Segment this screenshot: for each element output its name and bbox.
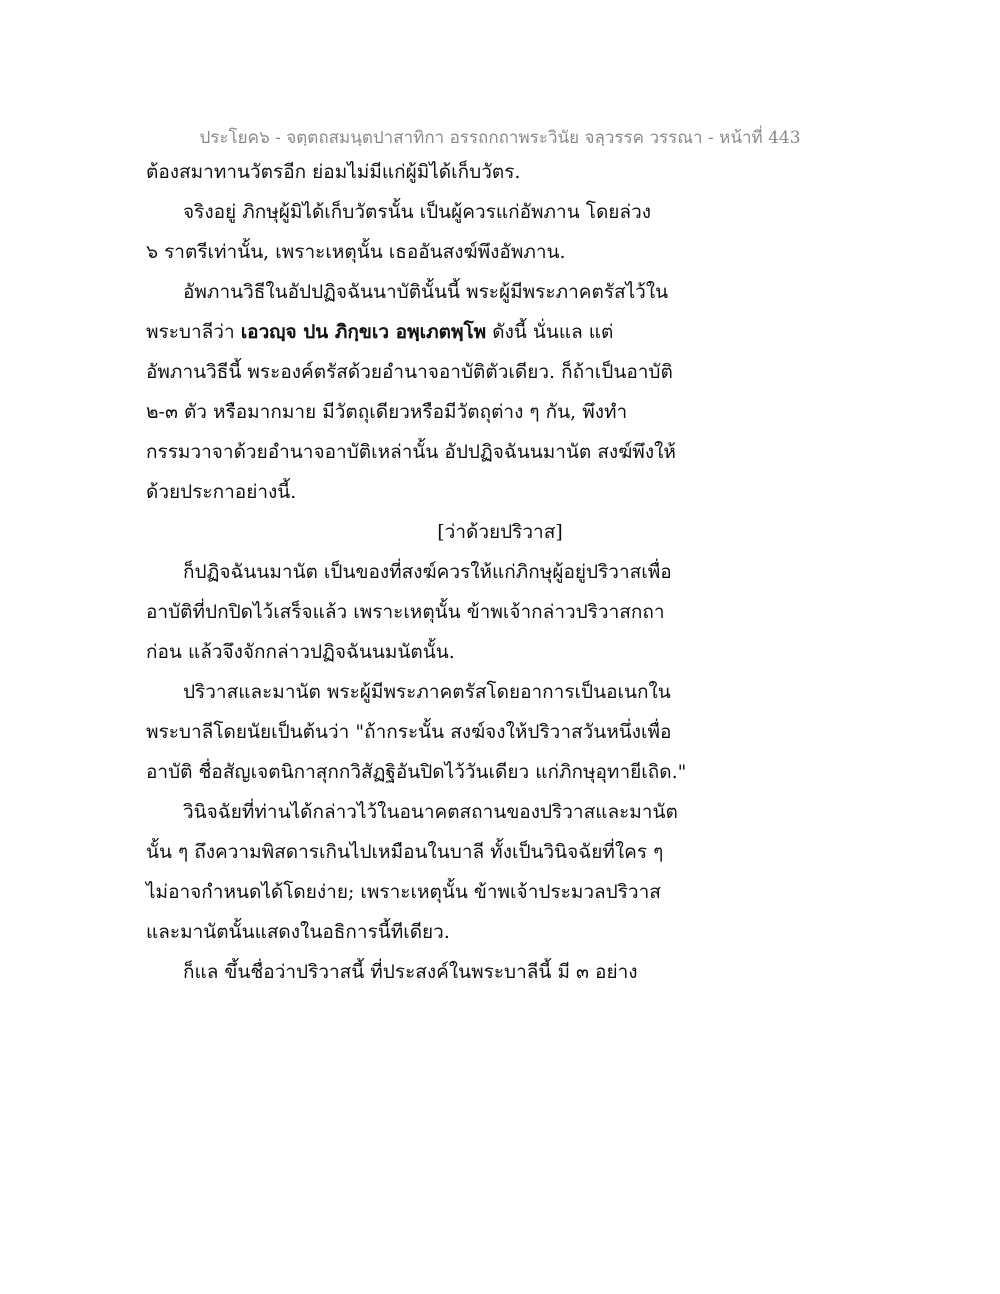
text-line-12: ก่อน แล้วจึงจักกล่าวปฏิจฉันนมนัตนั้น.	[146, 641, 455, 663]
section-title: [ว่าด้วยปริวาส]	[437, 521, 563, 543]
text-line-11: อาบัติที่ปกปิดไว้เสร็จแล้ว เพราะเหตุนั้น ข้าพเจ้ากล่าวปริวาสกถา	[146, 601, 665, 623]
text-line-13: ปริวาสและมานัต พระผู้มีพระภาคตรัสโดยอาการเป็นอเนกใน	[183, 681, 671, 703]
text-line-20: ก็แล ขึ้นชื่อว่าปริวาสนี้ ที่ประสงค์ในพระบาลีนี้ มี ๓ อย่าง	[183, 961, 638, 983]
text-line-6: อัพภานวิธีนี้ พระองค์ตรัสด้วยอำนาจอาบัติตัวเดียว. ก็ถ้าเป็นอาบัติ	[146, 361, 673, 383]
pali-quote: เอวญฺจ ปน ภิกฺขเว อพฺเภตพฺโพ	[240, 321, 487, 343]
text-line-5-post: ดังนี้ นั่นแล แต่	[486, 321, 614, 343]
text-line-16: วินิจฉัยที่ท่านได้กล่าวไว้ในอนาคตสถานของปริวาสและมานัต	[183, 801, 678, 823]
text-line-3: ๖ ราตรีเท่านั้น, เพราะเหตุนั้น เธออันสงฆ์พึงอัพภาน.	[146, 241, 566, 263]
text-line-10: ก็ปฏิจฉันนมานัต เป็นของที่สงฆ์ควรให้แก่ภิกษุผู้อยู่ปริวาสเพื่อ	[183, 561, 672, 583]
text-line-18: ไม่อาจกำหนดได้โดยง่าย; เพราะเหตุนั้น ข้าพเจ้าประมวลปริวาส	[146, 881, 661, 903]
text-line-5-pre: พระบาลีว่า	[146, 321, 241, 343]
page-header: ประโยค๖ - จตฺตถสมนฺตปาสาทิกา อรรถกถาพระวินัย จลฺวรรค วรรณา - หน้าที่ 443	[199, 128, 801, 148]
text-line-1: ต้องสมาทานวัตรอีก ย่อมไม่มีแก่ผู้มิได้เก็บวัตร.	[146, 161, 521, 183]
text-line-14: พระบาลีโดยนัยเป็นต้นว่า "ถ้ากระนั้น สงฆ์จงให้ปริวาสวันหนึ่งเพื่อ	[146, 721, 672, 743]
text-line-19: และมานัตนั้นแสดงในอธิการนี้ทีเดียว.	[146, 921, 450, 943]
text-line-15: อาบัติ ชื่อสัญเจตนิกาสุกกวิสัฏฐิอันปิดไว้วันเดียว แก่ภิกษุอุทายีเถิด."	[146, 761, 687, 783]
text-line-4: อัพภานวิธีในอัปปฏิจฉันนาบัตินั้นนี้ พระผู้มีพระภาคตรัสไว้ใน	[183, 281, 669, 303]
text-line-17: นั้น ๆ ถึงความพิสดารเกินไปเหมือนในบาลี ทั้งเป็นวินิจฉัยที่ใคร ๆ	[146, 841, 664, 863]
text-line-5	[146, 323, 613, 342]
text-line-9: ด้วยประกาอย่างนี้.	[146, 481, 297, 503]
text-line-8: กรรมวาจาด้วยอำนาจอาบัติเหล่านั้น อัปปฏิจฉันนมานัต สงฆ์พึงให้	[146, 441, 676, 463]
text-line-2: จริงอยู่ ภิกษุผู้มิได้เก็บวัตรนั้น เป็นผู้ควรแก่อัพภาน โดยล่วง	[183, 201, 652, 223]
text-line-7: ๒-๓ ตัว หรือมากมาย มีวัตถุเดียวหรือมีวัตถุต่าง ๆ กัน, พึงทำ	[146, 401, 628, 423]
